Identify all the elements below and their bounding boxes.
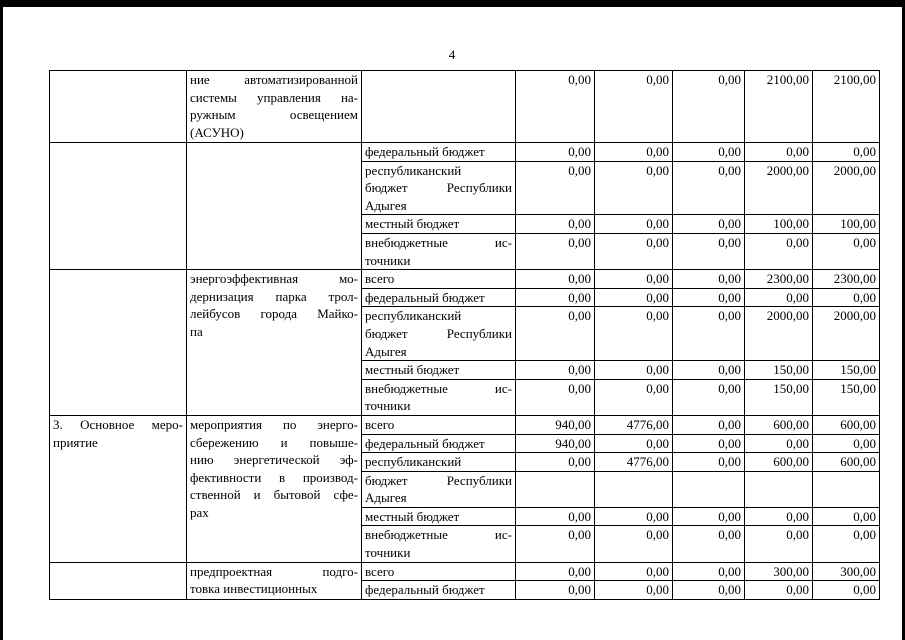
table-row [50, 143, 880, 162]
amount-cell: 0,00 [813, 434, 880, 453]
amount-cell: 0,00 [516, 270, 595, 289]
amount-cell: 0,00 [595, 361, 673, 380]
amount-cell: 0,00 [516, 379, 595, 415]
cell-line: всего [365, 563, 395, 579]
amount-cell: 0,00 [595, 379, 673, 415]
cell-line: Адыгея [365, 490, 407, 506]
cell-line: Адыгея [365, 197, 407, 213]
amount-cell: 0,00 [673, 71, 745, 143]
amount-cell: 0,00 [673, 581, 745, 600]
cell-line: 3. Основное меро- [53, 416, 183, 432]
amount-cell: 0,00 [673, 562, 745, 581]
measure-cell [187, 143, 362, 270]
amount-cell: 0,00 [516, 581, 595, 600]
amount-cell: 0,00 [745, 526, 813, 562]
cell-line: энергоэффективная мо- [190, 271, 358, 287]
funding-source-cell [362, 507, 516, 526]
amount-cell: 0,00 [516, 562, 595, 581]
amount-cell: 0,00 [673, 526, 745, 562]
cell-line: предпроектная подго- [190, 563, 358, 579]
amount-cell [673, 471, 745, 507]
cell-line: ние автоматизированной [190, 72, 358, 87]
cell-line: точники [365, 398, 411, 414]
amount-cell: 2000,00 [813, 161, 880, 215]
funding-source-cell [362, 453, 516, 472]
amount-cell: 0,00 [595, 143, 673, 162]
amount-cell: 0,00 [813, 288, 880, 307]
cell-line: местный бюджет [365, 216, 460, 232]
measure-cell [187, 71, 362, 143]
amount-cell: 0,00 [516, 507, 595, 526]
cell-line: всего [365, 271, 395, 287]
amount-cell: 0,00 [516, 215, 595, 234]
amount-cell: 940,00 [516, 415, 595, 434]
amount-cell: 0,00 [673, 361, 745, 380]
amount-cell: 0,00 [745, 507, 813, 526]
program-cell [50, 71, 187, 143]
amount-cell: 0,00 [813, 526, 880, 562]
amount-cell [595, 471, 673, 507]
cell-line: бюджет Республики [365, 180, 512, 196]
cell-line: точники [365, 545, 411, 561]
table-row [50, 71, 880, 143]
cell-line: рах [190, 504, 209, 520]
funding-source-cell [362, 562, 516, 581]
cell-line: системы управления на- [190, 89, 358, 105]
cell-line: фективности в производ- [190, 469, 358, 485]
amount-cell: 2000,00 [745, 161, 813, 215]
frame-top-border [0, 0, 905, 7]
funding-source-cell [362, 415, 516, 434]
amount-cell: 0,00 [595, 161, 673, 215]
table-row [50, 270, 880, 289]
amount-cell: 4776,00 [595, 415, 673, 434]
cell-line: сбережению и повыше- [190, 434, 358, 450]
cell-line: приятие [53, 434, 98, 450]
amount-cell: 0,00 [745, 434, 813, 453]
amount-cell: 600,00 [745, 453, 813, 472]
amount-cell: 0,00 [595, 288, 673, 307]
amount-cell: 0,00 [516, 288, 595, 307]
amount-cell: 0,00 [673, 233, 745, 269]
funding-source-cell [362, 270, 516, 289]
amount-cell: 0,00 [745, 233, 813, 269]
amount-cell: 0,00 [673, 379, 745, 415]
cell-line: дернизация парка трол- [190, 288, 358, 304]
amount-cell: 0,00 [673, 507, 745, 526]
cell-line: федеральный бюджет [365, 435, 485, 451]
amount-cell: 0,00 [673, 434, 745, 453]
funding-source-cell [362, 361, 516, 380]
amount-cell: 0,00 [516, 453, 595, 472]
amount-cell: 0,00 [673, 161, 745, 215]
amount-cell: 0,00 [813, 233, 880, 269]
program-cell [50, 562, 187, 599]
cell-line: республиканский [365, 454, 462, 470]
budget-table [49, 70, 880, 600]
amount-cell: 0,00 [813, 507, 880, 526]
funding-source-cell [362, 143, 516, 162]
funding-source-cell [362, 307, 516, 361]
amount-cell: 0,00 [813, 581, 880, 600]
cell-line: па [190, 323, 203, 339]
amount-cell: 0,00 [516, 161, 595, 215]
amount-cell: 0,00 [595, 434, 673, 453]
amount-cell: 4776,00 [595, 453, 673, 472]
funding-source-cell [362, 471, 516, 507]
cell-line: Адыгея [365, 343, 407, 359]
cell-line: федеральный бюджет [365, 289, 485, 305]
cell-line: местный бюджет [365, 362, 460, 378]
amount-cell: 0,00 [516, 361, 595, 380]
amount-cell: 0,00 [595, 215, 673, 234]
amount-cell: 0,00 [745, 288, 813, 307]
cell-line: всего [365, 416, 395, 432]
amount-cell: 600,00 [745, 415, 813, 434]
amount-cell: 0,00 [516, 526, 595, 562]
amount-cell: 0,00 [673, 215, 745, 234]
amount-cell: 0,00 [516, 71, 595, 143]
program-cell [50, 270, 187, 416]
amount-cell: 150,00 [813, 379, 880, 415]
amount-cell: 0,00 [673, 288, 745, 307]
funding-source-cell [362, 215, 516, 234]
cell-line: бюджет Республики [365, 325, 512, 341]
cell-line: федеральный бюджет [365, 582, 485, 598]
amount-cell: 150,00 [813, 361, 880, 380]
amount-cell: 150,00 [745, 361, 813, 380]
funding-source-cell [362, 434, 516, 453]
page-number: 4 [448, 47, 456, 62]
frame-left-border [0, 0, 3, 640]
amount-cell: 600,00 [813, 415, 880, 434]
program-cell [50, 415, 187, 562]
cell-line: мероприятия по энерго- [190, 416, 358, 432]
funding-source-cell [362, 71, 516, 143]
cell-line: внебюджетные ис- [365, 527, 512, 543]
amount-cell: 0,00 [673, 270, 745, 289]
amount-cell: 0,00 [516, 233, 595, 269]
amount-cell: 300,00 [745, 562, 813, 581]
amount-cell: 2000,00 [745, 307, 813, 361]
amount-cell: 0,00 [595, 562, 673, 581]
amount-cell: 0,00 [595, 71, 673, 143]
amount-cell: 940,00 [516, 434, 595, 453]
measure-cell [187, 562, 362, 599]
cell-line: местный бюджет [365, 508, 460, 524]
amount-cell: 0,00 [745, 143, 813, 162]
cell-line: ружным освещением [190, 107, 358, 123]
amount-cell: 300,00 [813, 562, 880, 581]
program-cell [50, 143, 187, 270]
amount-cell: 150,00 [745, 379, 813, 415]
amount-cell: 2000,00 [813, 307, 880, 361]
funding-source-cell [362, 288, 516, 307]
amount-cell: 0,00 [595, 270, 673, 289]
cell-line: точники [365, 252, 411, 268]
cell-line: бюджет Республики [365, 472, 512, 488]
cell-line: внебюджетные ис- [365, 380, 512, 396]
cell-line: нию энергетической эф- [190, 452, 358, 468]
cell-line: республиканский [365, 308, 462, 324]
amount-cell: 0,00 [673, 415, 745, 434]
amount-cell: 100,00 [745, 215, 813, 234]
amount-cell: 2100,00 [745, 71, 813, 143]
amount-cell: 0,00 [595, 307, 673, 361]
funding-source-cell [362, 526, 516, 562]
cell-line: внебюджетные ис- [365, 234, 512, 250]
amount-cell: 0,00 [595, 507, 673, 526]
measure-cell [187, 270, 362, 416]
amount-cell: 2300,00 [745, 270, 813, 289]
amount-cell: 100,00 [813, 215, 880, 234]
amount-cell [516, 471, 595, 507]
cell-line: лейбусов города Майко- [190, 306, 358, 322]
cell-line: товка инвестиционных [190, 581, 318, 597]
amount-cell: 0,00 [673, 143, 745, 162]
table-row [50, 562, 880, 581]
amount-cell [745, 471, 813, 507]
table-row [50, 415, 880, 434]
amount-cell: 0,00 [813, 143, 880, 162]
amount-cell: 0,00 [595, 526, 673, 562]
amount-cell: 2300,00 [813, 270, 880, 289]
amount-cell: 0,00 [516, 307, 595, 361]
cell-line: (АСУНО) [190, 124, 244, 140]
amount-cell [813, 471, 880, 507]
amount-cell: 0,00 [673, 453, 745, 472]
measure-cell [187, 415, 362, 562]
amount-cell: 0,00 [595, 581, 673, 600]
amount-cell: 0,00 [516, 143, 595, 162]
funding-source-cell [362, 379, 516, 415]
amount-cell: 2100,00 [813, 71, 880, 143]
amount-cell: 0,00 [745, 581, 813, 600]
cell-line: ственной и бытовой сфе- [190, 487, 358, 503]
funding-source-cell [362, 233, 516, 269]
amount-cell: 600,00 [813, 453, 880, 472]
amount-cell: 0,00 [595, 233, 673, 269]
cell-line: федеральный бюджет [365, 144, 485, 159]
cell-line: республиканский [365, 162, 462, 178]
funding-source-cell [362, 581, 516, 600]
amount-cell: 0,00 [673, 307, 745, 361]
funding-source-cell [362, 161, 516, 215]
